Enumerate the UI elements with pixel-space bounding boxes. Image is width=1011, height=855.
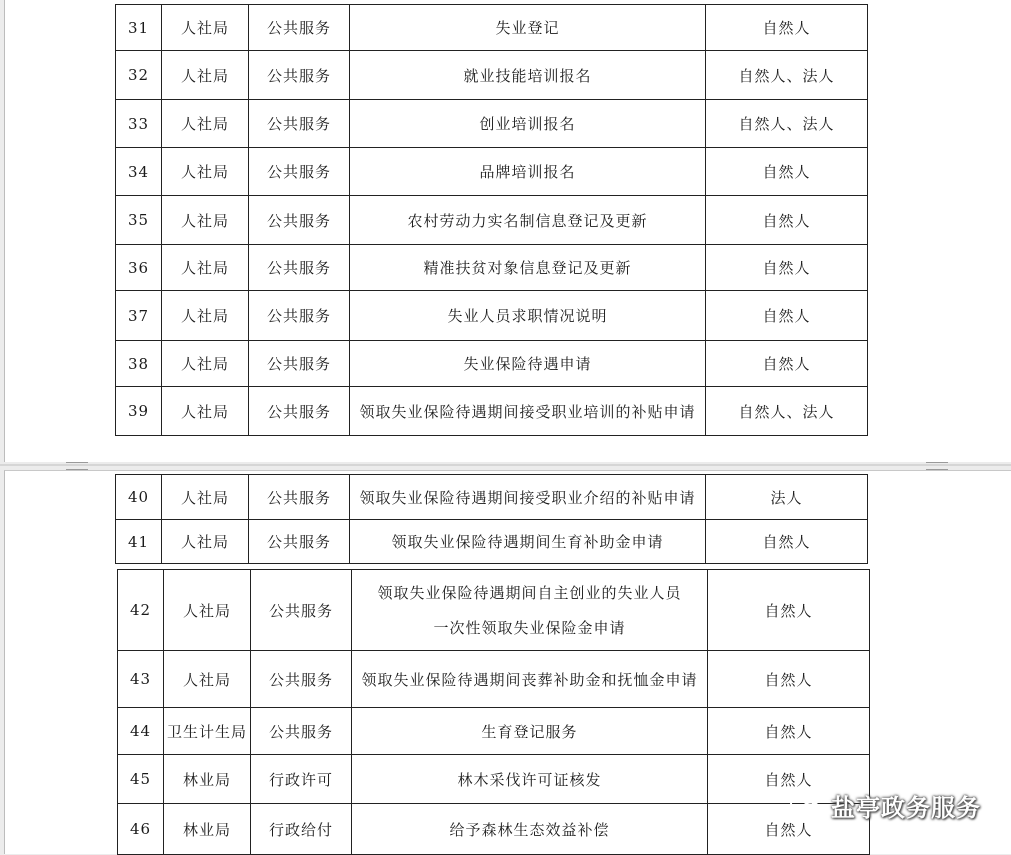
- category-cell: 公共服务: [249, 51, 350, 100]
- department-cell: 人社局: [162, 51, 249, 100]
- service-item-cell: [352, 755, 708, 804]
- category-cell: 公共服务: [249, 100, 350, 148]
- service-item-cell: [350, 245, 706, 291]
- row-number: 45: [118, 755, 164, 804]
- target-cell: 自然人: [706, 520, 868, 564]
- service-item-text: 生育登记服务: [481, 722, 578, 741]
- category-cell: 公共服务: [249, 245, 350, 291]
- department-cell: 人社局: [162, 387, 249, 436]
- table-row: [116, 341, 868, 387]
- category-cell: 公共服务: [249, 475, 350, 520]
- department-cell: 人社局: [162, 148, 249, 196]
- target-cell: 自然人、法人: [706, 51, 868, 100]
- department-cell: 人社局: [164, 651, 251, 708]
- service-item-cell: [350, 5, 706, 51]
- service-item-cell: [350, 291, 706, 341]
- service-item-cell: [352, 804, 708, 855]
- table-row: [116, 148, 868, 196]
- target-cell: 自然人: [706, 291, 868, 341]
- table-row: [118, 651, 870, 708]
- category-cell: 公共服务: [251, 570, 352, 651]
- target-cell: 自然人: [708, 708, 870, 755]
- row-number: 38: [116, 341, 162, 387]
- table-row: [116, 520, 868, 564]
- department-cell: 林业局: [164, 755, 251, 804]
- service-item-cell: [350, 387, 706, 436]
- service-item-text: 失业登记: [495, 19, 560, 37]
- services-table-part-1: [115, 4, 868, 436]
- row-number: 35: [116, 196, 162, 245]
- page-separator: [0, 464, 1011, 466]
- row-number: 33: [116, 100, 162, 148]
- table-row: [116, 100, 868, 148]
- row-number: 41: [116, 520, 162, 564]
- service-item-text: 失业人员求职情况说明: [447, 307, 608, 325]
- category-cell: 公共服务: [249, 5, 350, 51]
- target-cell: 自然人: [708, 651, 870, 708]
- service-item-text: 失业保险待遇申请: [463, 355, 592, 373]
- service-item-text: 一次性领取失业保险金申请: [433, 619, 626, 637]
- table-row: [116, 196, 868, 245]
- service-item-cell: [350, 100, 706, 148]
- service-item-text: 领取失业保险待遇期间丧葬补助金和抚恤金申请: [361, 670, 698, 689]
- department-cell: 人社局: [162, 520, 249, 564]
- service-item-text: 领取失业保险待遇期间接受职业介绍的补贴申请: [359, 488, 696, 507]
- row-number: 32: [116, 51, 162, 100]
- service-item-cell: [352, 651, 708, 708]
- table-row: [118, 804, 870, 855]
- department-cell: 林业局: [164, 804, 251, 855]
- row-number: 44: [118, 708, 164, 755]
- watermark: [789, 788, 981, 823]
- target-cell: 自然人: [708, 755, 870, 804]
- service-item-cell: [350, 51, 706, 100]
- service-item-cell: [352, 570, 708, 651]
- table-row: [116, 291, 868, 341]
- category-cell: 行政许可: [251, 755, 352, 804]
- services-table-part-3: [117, 569, 870, 855]
- page-break-marker-left: [66, 462, 88, 470]
- row-number: 46: [118, 804, 164, 855]
- row-number: 31: [116, 5, 162, 51]
- service-item-text: 林木采伐许可证核发: [457, 770, 602, 789]
- service-item-text: 创业培训报名: [479, 115, 576, 133]
- table-row: [116, 475, 868, 520]
- service-item-cell: [350, 341, 706, 387]
- category-cell: 公共服务: [249, 341, 350, 387]
- service-item-cell: [350, 196, 706, 245]
- row-number: 37: [116, 291, 162, 341]
- category-cell: 公共服务: [249, 520, 350, 564]
- target-cell: 自然人: [708, 804, 870, 855]
- service-item-text: 精准扶贫对象信息登记及更新: [423, 259, 632, 277]
- service-item-cell: [350, 520, 706, 564]
- page-break-marker-right: [926, 462, 948, 470]
- service-item-text: 就业技能培训报名: [463, 66, 592, 85]
- table-row: [116, 5, 868, 51]
- target-cell: 自然人: [708, 570, 870, 651]
- table-row: [118, 570, 870, 651]
- wechat-icon: [789, 791, 823, 821]
- row-number: 36: [116, 245, 162, 291]
- target-cell: 自然人: [706, 196, 868, 245]
- table-row: [118, 755, 870, 804]
- service-item-text: 领取失业保险待遇期间生育补助金申请: [391, 533, 664, 551]
- row-number: 34: [116, 148, 162, 196]
- department-cell: 人社局: [162, 341, 249, 387]
- department-cell: 人社局: [164, 570, 251, 651]
- target-cell: 自然人: [706, 148, 868, 196]
- target-cell: 自然人: [706, 5, 868, 51]
- table-row: [116, 245, 868, 291]
- service-item-cell: [352, 708, 708, 755]
- department-cell: 人社局: [162, 475, 249, 520]
- department-cell: 人社局: [162, 5, 249, 51]
- target-cell: 自然人: [706, 341, 868, 387]
- target-cell: 自然人、法人: [706, 100, 868, 148]
- service-item-text: 品牌培训报名: [479, 163, 576, 181]
- category-cell: 行政给付: [251, 804, 352, 855]
- service-item-text: 给予森林生态效益补偿: [449, 820, 610, 839]
- service-item-cell: [350, 148, 706, 196]
- watermark-text: 盐亭政务服务: [831, 794, 981, 822]
- category-cell: 公共服务: [249, 148, 350, 196]
- target-cell: 自然人、法人: [706, 387, 868, 436]
- row-number: 39: [116, 387, 162, 436]
- table-row: [118, 708, 870, 755]
- category-cell: 公共服务: [249, 196, 350, 245]
- category-cell: 公共服务: [251, 708, 352, 755]
- row-number: 43: [118, 651, 164, 708]
- table-row: [116, 387, 868, 436]
- service-item-text: 农村劳动力实名制信息登记及更新: [407, 211, 648, 230]
- department-cell: 人社局: [162, 196, 249, 245]
- services-table-part-2: [115, 474, 868, 564]
- category-cell: 公共服务: [249, 291, 350, 341]
- row-number: 40: [116, 475, 162, 520]
- category-cell: 公共服务: [249, 387, 350, 436]
- service-item-text: 领取失业保险待遇期间接受职业培训的补贴申请: [359, 402, 696, 421]
- department-cell: 人社局: [162, 245, 249, 291]
- row-number: 42: [118, 570, 164, 651]
- department-cell: 卫生计生局: [164, 708, 251, 755]
- department-cell: 人社局: [162, 100, 249, 148]
- service-item-text: 领取失业保险待遇期间自主创业的失业人员: [377, 584, 682, 602]
- table-row: [116, 51, 868, 100]
- department-cell: 人社局: [162, 291, 249, 341]
- target-cell: 自然人: [706, 245, 868, 291]
- service-item-cell: [350, 475, 706, 520]
- target-cell: 法人: [706, 475, 868, 520]
- category-cell: 公共服务: [251, 651, 352, 708]
